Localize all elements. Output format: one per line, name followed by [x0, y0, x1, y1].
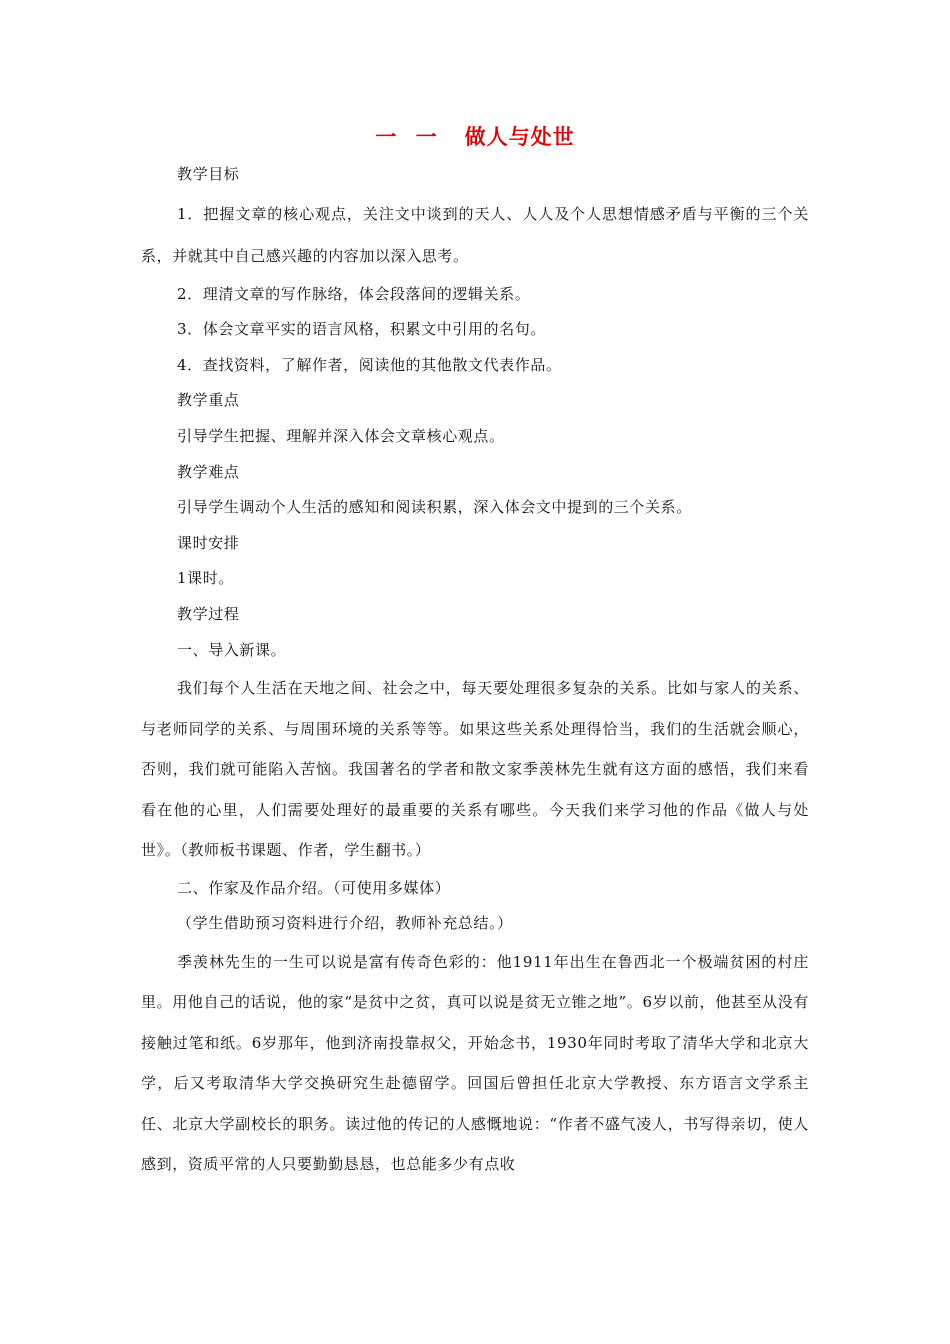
step-2-heading: 二、作家及作品介绍。（可使用多媒体） — [177, 878, 451, 897]
objectives-heading: 教学目标 — [177, 165, 240, 183]
focus-text: 引导学生把握、理解并深入体会文章核心观点。 — [177, 426, 505, 445]
title-text: 做人与处世 — [464, 125, 575, 149]
document-body — [141, 157, 809, 1185]
objective-3: 3．体会文章平实的语言风格，积累文中引用的名句。 — [177, 320, 546, 339]
objective-4: 4．查找资料，了解作者，阅读他的其他散文代表作品。 — [177, 355, 562, 374]
objective-2: 2．理清文章的写作脉络，体会段落间的逻辑关系。 — [177, 284, 531, 303]
schedule-heading: 课时安排 — [177, 533, 240, 552]
process-heading: 教学过程 — [177, 604, 240, 623]
step-2-note: （学生借助预习资料进行介绍，教师补充总结。） — [177, 914, 513, 933]
focus-heading: 教学重点 — [177, 391, 240, 410]
objective-1: 1．把握文章的核心观点，关注文中谈到的天人、人人及个人思想情感矛盾与平衡的三个关系，并就其中自己感兴趣的内容加以深入思考。 — [141, 204, 809, 265]
schedule-text: 1课时。 — [177, 569, 234, 588]
difficulty-text: 引导学生调动个人生活的感知和阅读积累，深入体会文中提到的三个关系。 — [177, 498, 692, 517]
step-1-heading: 一、导入新课。 — [177, 640, 287, 659]
step-1-text: 我们每个人生活在天地之间、社会之中，每天要处理很多复杂的关系。比如与家人的关系、与老师同学的关系、与周围环境的关系等等。如果这些关系处理得恰当，我们的生活就会顺心，否则，我们就可能陷入苦恼。我国著名的学者和散文家季羡林先生就有这方面的感悟，我们来看看在他的心里，人们需要处理好的最重要的关系有哪些。今天我们来学习他的作品《做人与处世》。（教师板书课题、作者，学生翻书。） — [141, 679, 809, 860]
document-title — [0, 120, 950, 154]
title-number: 一 一 — [375, 125, 443, 149]
difficulty-heading: 教学难点 — [177, 462, 240, 481]
step-2-text: 季羡林先生的一生可以说是富有传奇色彩的：他1911年出生在鲁西北一个极端贫困的村庄里。用他自己的话说，他的家“是贫中之贫，真可以说是贫无立锥之地”。6岁以前，他甚至从没有接触过笔和纸。6岁那年，他到济南投靠叔父，开始念书，1930年同时考取了清华大学和北京大学，后又考取清华大学交换研究生赴德留学。回国后曾担任北京大学教授、东方语言文学系主任、北京大学副校长的职务。读过他的传记的人感慨地说：“作者不盛气凌人，书写得亲切，使人感到，资质平常的人只要勤勤恳恳，也总能多少有点收 — [141, 952, 809, 1174]
